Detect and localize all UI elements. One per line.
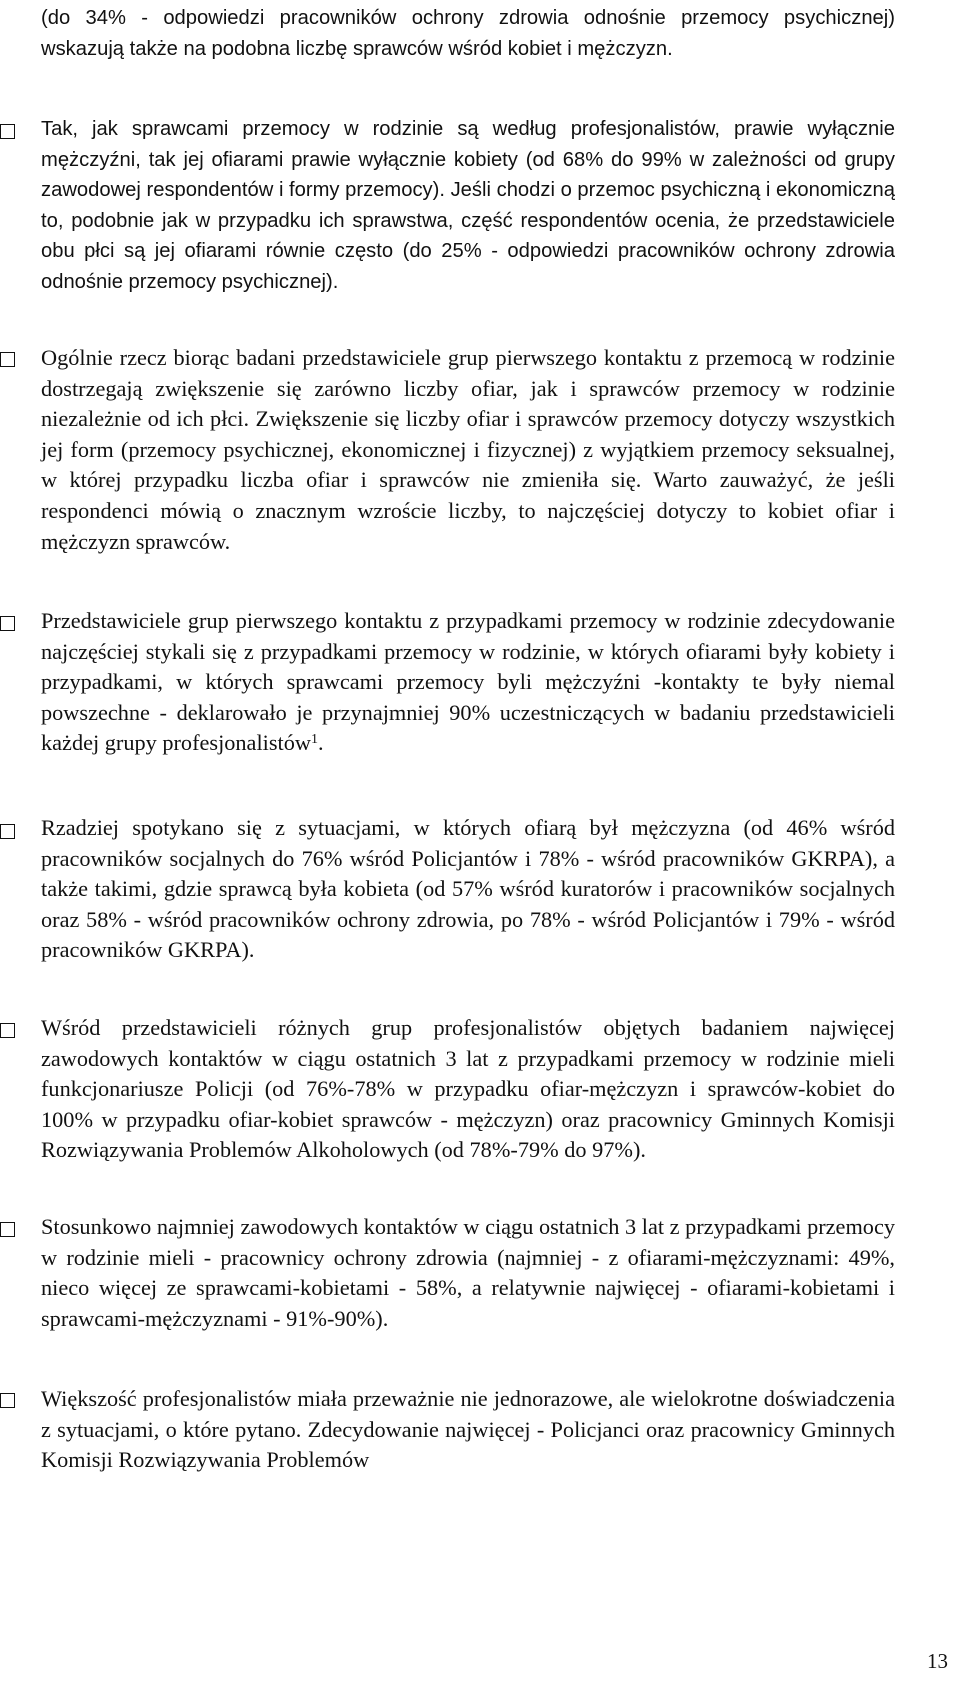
bullet-square-icon [0, 1393, 15, 1408]
bullet-paragraph-3-end: . [317, 730, 324, 756]
bullet-paragraph-5: Wśród przedstawicieli różnych grup profesjonalistów objętych badaniem najwięcej zawodowych kontaktów w ciągu ostatnich 3 lat z przypadkami przemocy w rodzinie mieli funkcjonariusze Policji (od 76%-78% w przypadku ofiar-mężczyzn i sprawców-kobiet do 100% w przypadku ofiar-kobiet sprawców - mężczyzn) oraz pracownicy Gminnych Komisji Rozwiązywania Problemów Alkoholowych (od 78%-79% do 97%). [41, 1015, 895, 1163]
bullet-paragraph-3-text: Przedstawiciele grup pierwszego kontaktu z przypadkami przemocy w rodzinie zdecydowanie najczęściej stykali się z przypadkami przemocy w rodzinie, w których ofiarami były kobiety i przypadkami, w których sprawcami przemocy byli mężczyźni -kontakty te były niemal powszechne - deklarowało je przynajmniej 90% uczestniczących w badaniu przedstawicieli każdej grupy profesjonalistów [41, 608, 895, 756]
bullet-paragraph-3 [41, 606, 895, 759]
footnote-marker: 1 [310, 732, 318, 748]
bullet-paragraph-4: Rzadziej spotykano się z sytuacjami, w których ofiarą był mężczyzna (od 46% wśród pracowników socjalnych do 76% wśród Policjantów i 78% - wśród pracowników GKRPA), a także takimi, gdzie sprawcą była kobieta (od 57% wśród kuratorów i pracowników socjalnych oraz 58% - wśród pracowników ochrony zdrowia, po 78% - wśród Policjantów i 79% - wśród pracowników GKRPA). [41, 815, 895, 963]
bullet-square-icon [0, 616, 15, 631]
bullet-square-icon [0, 1222, 15, 1237]
bullet-paragraph-2: Ogólnie rzecz biorąc badani przedstawiciele grup pierwszego kontaktu z przemocą w rodzinie dostrzegają zwiększenie się zarówno liczby ofiar, jak i sprawców przemocy w rodzinie niezależnie od ich płci. Zwiększenie się liczby ofiar i sprawców przemocy dotyczy wszystkich jej form (przemocy psychicznej, ekonomicznej i fizycznej) z wyjątkiem przemocy seksualnej, w której przypadku liczba ofiar i sprawców nie zmieniła się. Warto zauważyć, że jeśli respondenci mówią o znacznym wzroście liczby, to najczęściej dotyczy to kobiet ofiar i mężczyzn sprawców. [41, 345, 895, 554]
bullet-paragraph-7: Większość profesjonalistów miała przeważnie nie jednorazowe, ale wielokrotne doświadczenia z sytuacjami, o które pytano. Zdecydowanie najwięcej - Policjanci oraz pracownicy Gminnych Komisji Rozwiązywania Problemów [41, 1386, 895, 1473]
page-number: 13 [927, 1649, 948, 1673]
bullet-square-icon [0, 124, 15, 139]
bullet-paragraph-1: Tak, jak sprawcami przemocy w rodzinie są według profesjonalistów, prawie wyłącznie mężczyźni, tak jej ofiarami prawie wyłącznie kobiety (od 68% do 99% w zależności od grupy zawodowej respondentów i formy przemocy). Jeśli chodzi o przemoc psychiczną i ekonomiczną to, podobnie jak w przypadku ich sprawstwa, część respondentów ocenia, że przedstawiciele obu płci są jej ofiarami równie często (do 25% - odpowiedzi pracowników ochrony zdrowia odnośnie przemocy psychicznej). [41, 118, 895, 293]
bullet-square-icon [0, 352, 15, 367]
bullet-square-icon [0, 1023, 15, 1038]
bullet-paragraph-6: Stosunkowo najmniej zawodowych kontaktów w ciągu ostatnich 3 lat z przypadkami przemocy w rodzinie mieli - pracownicy ochrony zdrowia (najmniej - z ofiarami-mężczyznami: 49%, nieco więcej ze sprawcami-kobietami - 58%, a relatywnie najwięcej - ofiarami-kobietami i sprawcami-mężczyznami - 91%-90%). [41, 1214, 895, 1331]
continuation-paragraph: (do 34% - odpowiedzi pracowników ochrony zdrowia odnośnie przemocy psychicznej) wskazują także na podobna liczbę sprawców wśród kobiet i mężczyzn. [41, 7, 895, 60]
bullet-square-icon [0, 824, 15, 839]
